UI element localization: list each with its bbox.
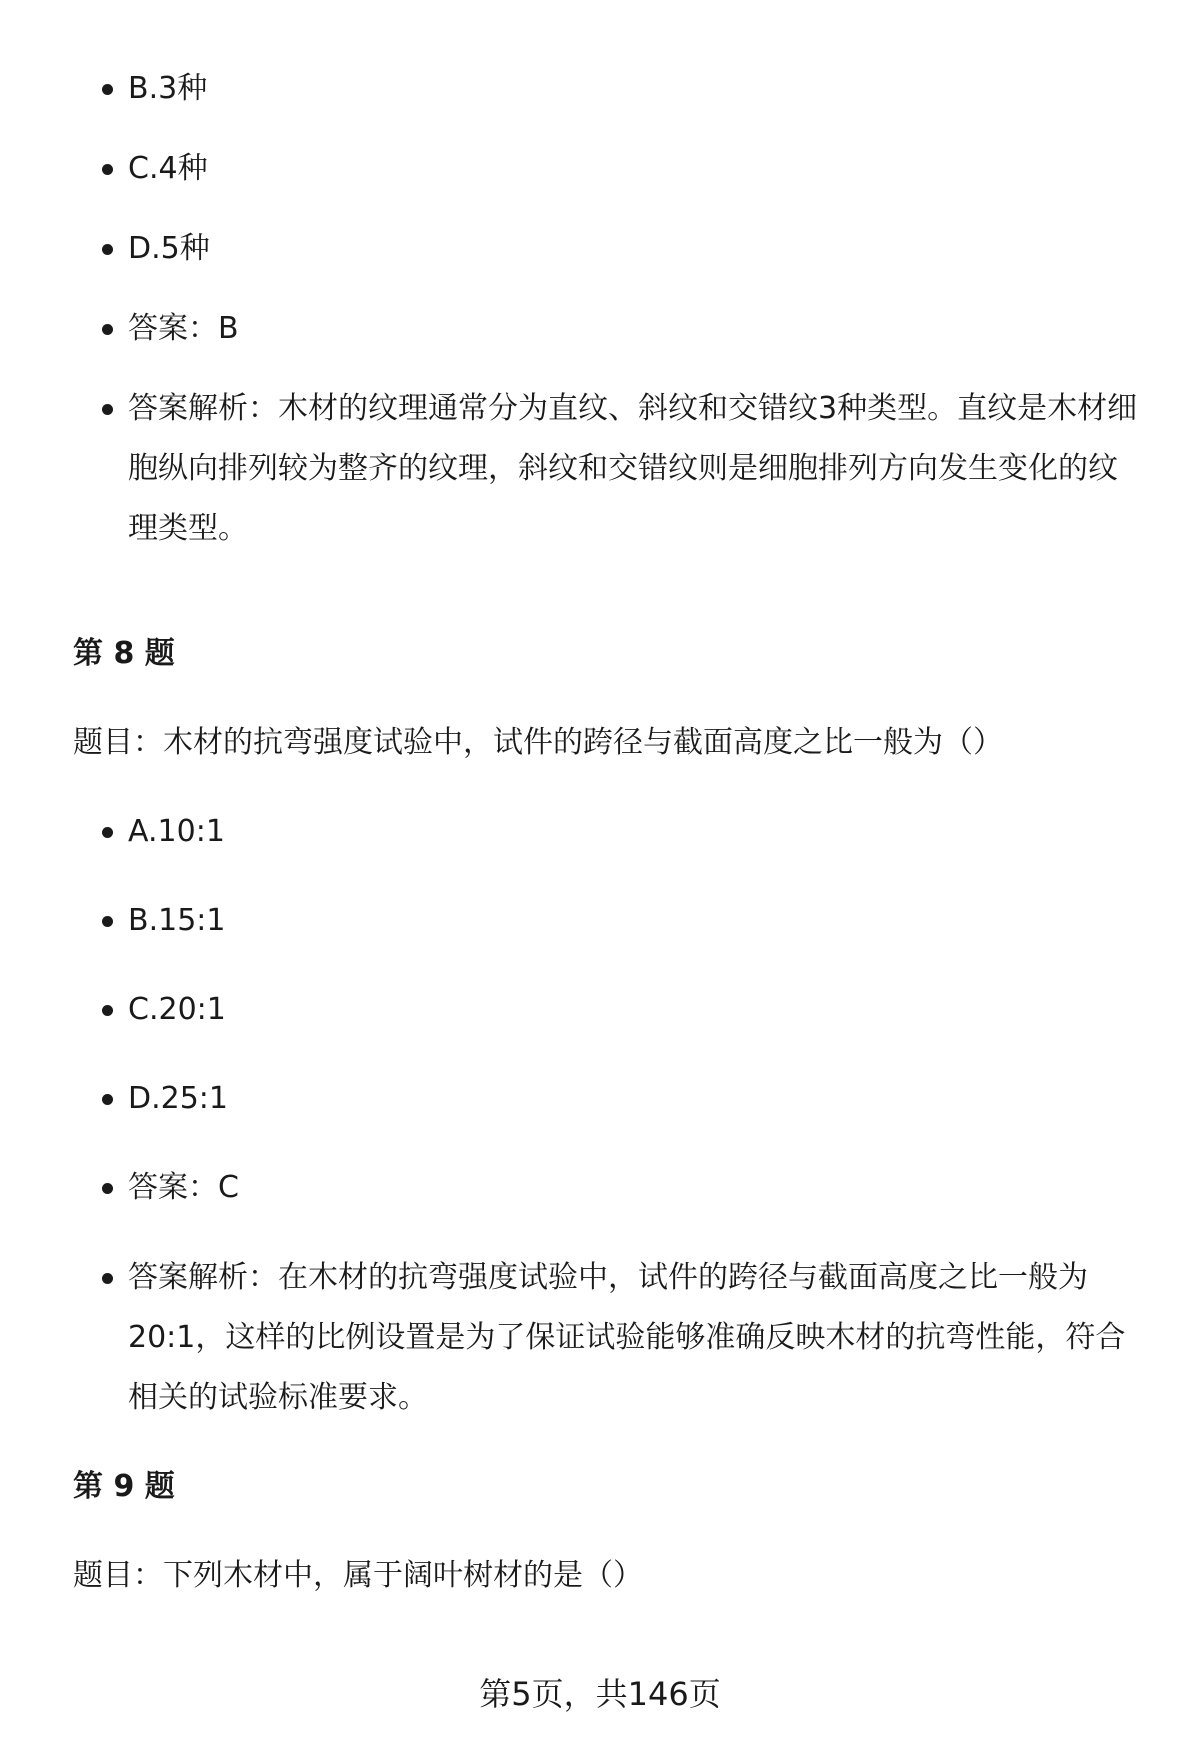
option-text: D.25:1 — [128, 1081, 229, 1116]
option-a — [128, 802, 1138, 862]
option-c — [128, 139, 1138, 199]
explanation-text: 答案解析：木材的纹理通常分为直纹、斜纹和交错纹3种类型。直纹是木材细胞纵向排列较为整齐的纹理，斜纹和交错纹则是细胞排列方向发生变化的纹理类型。 — [128, 391, 1138, 546]
answer-text: 答案：C — [128, 1170, 239, 1205]
bullet-dot — [102, 1183, 113, 1194]
option-text: A.10:1 — [128, 814, 225, 849]
question-8-heading: 第 8 题 — [73, 636, 175, 671]
bullet-dot — [102, 324, 113, 335]
option-d — [128, 219, 1138, 279]
bullet-dot — [102, 916, 113, 927]
option-text: B.3种 — [128, 71, 208, 106]
question-9-heading: 第 9 题 — [73, 1469, 175, 1504]
option-text: C.20:1 — [128, 992, 226, 1027]
option-b — [128, 891, 1138, 951]
bullet-dot — [102, 404, 113, 415]
question-9-stem: 题目：下列木材中，属于阔叶树材的是（） — [73, 1558, 643, 1593]
option-c — [128, 980, 1138, 1040]
option-text: D.5种 — [128, 231, 210, 266]
answer-item — [128, 299, 1138, 359]
bullet-dot — [102, 1005, 113, 1016]
bullet-dot — [102, 1273, 113, 1284]
answer-item — [128, 1158, 1138, 1218]
explanation-item — [128, 1248, 1138, 1428]
page-number: 第5页，共146页 — [479, 1675, 721, 1713]
answer-text: 答案：B — [128, 311, 239, 346]
question-8-stem: 题目：木材的抗弯强度试验中，试件的跨径与截面高度之比一般为（） — [73, 725, 1003, 760]
bullet-dot — [102, 244, 113, 255]
option-text: B.15:1 — [128, 903, 226, 938]
explanation-text: 答案解析：在木材的抗弯强度试验中，试件的跨径与截面高度之比一般为20:1，这样的比例设置是为了保证试验能够准确反映木材的抗弯性能，符合相关的试验标准要求。 — [128, 1260, 1126, 1415]
bullet-dot — [102, 1094, 113, 1105]
option-d — [128, 1069, 1138, 1129]
explanation-item — [128, 379, 1138, 559]
option-text: C.4种 — [128, 151, 208, 186]
bullet-dot — [102, 84, 113, 95]
option-b — [128, 59, 1138, 119]
bullet-dot — [102, 827, 113, 838]
bullet-dot — [102, 164, 113, 175]
